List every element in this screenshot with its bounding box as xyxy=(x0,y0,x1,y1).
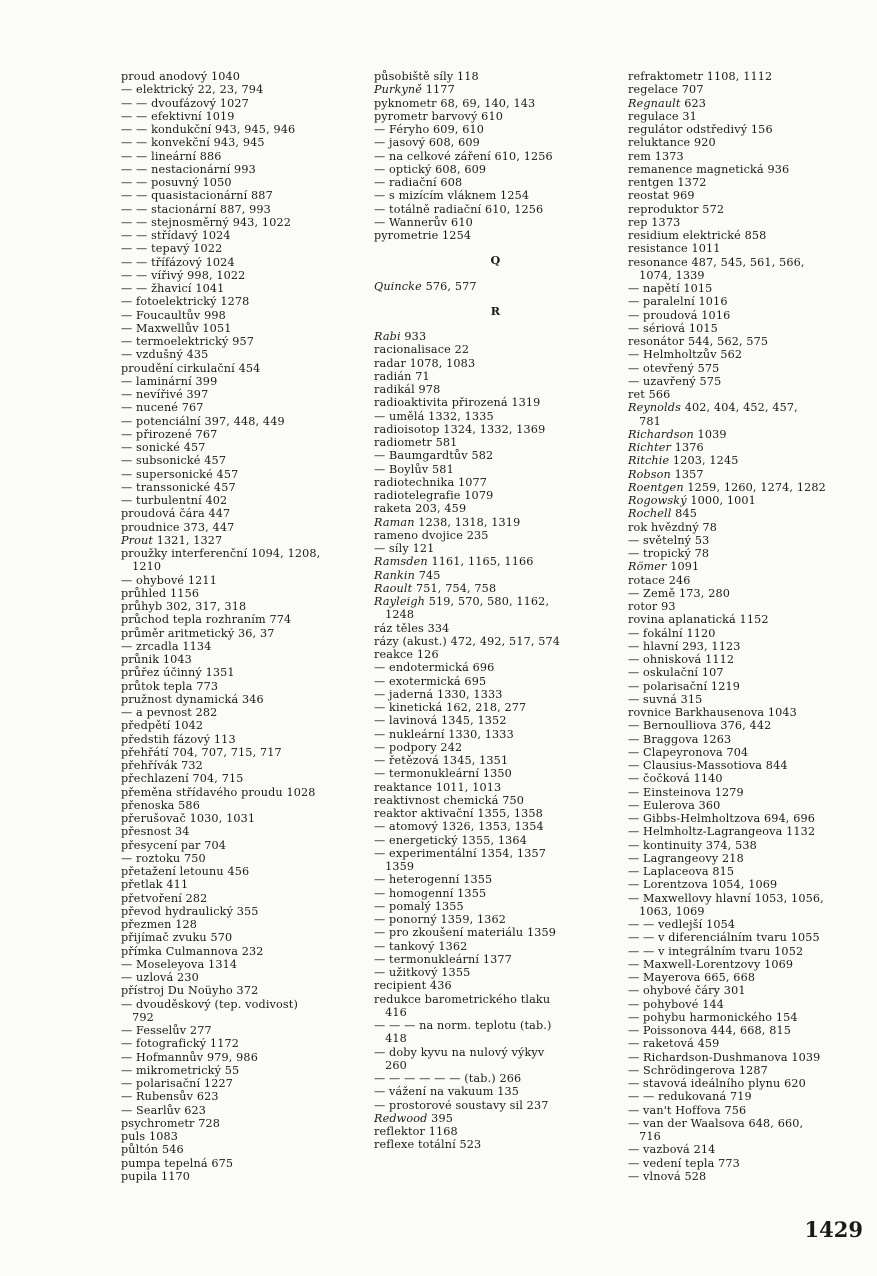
index-entry: — suvná 315 xyxy=(628,692,703,706)
index-entry: působiště síly 118 xyxy=(374,70,479,83)
index-entry: Römer 1091 xyxy=(628,560,700,574)
index-entry: průchod tepla rozhraním 774 xyxy=(121,613,292,627)
index-entry: — Einsteinova 1279 xyxy=(628,785,744,799)
index-entry: — — nestacionární 993 xyxy=(121,162,256,176)
index-entry: — proudová 1016 xyxy=(628,308,731,322)
index-entry: předstih fázový 113 xyxy=(121,732,236,746)
index-entry: — Mayerova 665, 668 xyxy=(628,971,756,984)
index-entry: — Lorentzova 1054, 1069 xyxy=(628,878,778,892)
index-entry: — — lineární 886 xyxy=(121,149,222,163)
index-entry: redukce barometrického tlaku xyxy=(374,992,551,1006)
index-entry: — Maxwell-Lorentzovy 1069 xyxy=(628,957,794,971)
section-letter: R xyxy=(490,303,501,318)
index-entry: 418 xyxy=(374,1032,407,1046)
index-entry: 792 xyxy=(121,1010,154,1024)
index-entry: radioisotop 1324, 1332, 1369 xyxy=(374,422,546,436)
index-entry: — podpory 242 xyxy=(374,740,463,754)
index-entry: přijímač zvuku 570 xyxy=(121,931,233,945)
index-entry: pružnost dynamická 346 xyxy=(121,692,264,706)
index-entry: — subsonické 457 xyxy=(121,454,227,468)
index-entry: Reynolds 402, 404, 452, 457, xyxy=(628,401,798,415)
index-entry: — Laplaceova 815 xyxy=(628,865,735,878)
index-entry: — fotografický 1172 xyxy=(121,1037,239,1051)
index-entry: — Boylův 581 xyxy=(374,462,454,476)
index-entry: recipient 436 xyxy=(374,979,452,993)
index-entry: Richardson 1039 xyxy=(628,427,727,441)
index-entry: regelace 707 xyxy=(628,83,704,97)
index-entry: — přirozené 767 xyxy=(121,427,218,441)
index-entry: radiotechnika 1077 xyxy=(374,475,488,489)
index-entry: přenoska 586 xyxy=(121,798,200,812)
index-entry: rázy (akust.) 472, 492, 517, 574 xyxy=(374,634,561,648)
index-entry: — Searlův 623 xyxy=(121,1103,207,1117)
index-entry: rotace 246 xyxy=(628,573,691,587)
index-entry: — Clapeyronova 704 xyxy=(628,745,749,759)
index-entry: rok hvězdný 78 xyxy=(628,520,718,534)
index-entry: — Poissonova 444, 668, 815 xyxy=(628,1024,792,1037)
index-entry: — uzlová 230 xyxy=(121,971,199,984)
index-entry: radiotelegrafie 1079 xyxy=(374,489,494,502)
index-entry: reaktor aktivační 1355, 1358 xyxy=(374,807,543,820)
index-entry: 1210 xyxy=(121,560,162,574)
index-entry: — tropický 78 xyxy=(628,547,710,560)
index-entry: — exotermická 695 xyxy=(374,674,487,688)
index-entry: — vazbová 214 xyxy=(628,1143,716,1157)
index-entry: — elektrický 22, 23, 794 xyxy=(121,83,264,97)
index-entry: — — dvoufázový 1027 xyxy=(121,96,249,110)
index-entry: 781 xyxy=(628,414,661,428)
index-entry: — Eulerova 360 xyxy=(628,798,721,812)
index-entry: — termonukleární 1377 xyxy=(374,952,512,966)
index-entry: — pohybu harmonického 154 xyxy=(628,1010,798,1024)
index-entry: — jaderná 1330, 1333 xyxy=(374,687,503,701)
index-entry: průhyb 302, 317, 318 xyxy=(121,600,247,613)
index-entry: — řetězová 1345, 1351 xyxy=(374,754,509,767)
index-entry: Roentgen 1259, 1260, 1274, 1282 xyxy=(628,480,826,494)
index-entry: přetvoření 282 xyxy=(121,891,208,905)
index-entry: proužky interferenční 1094, 1208, xyxy=(121,547,321,560)
index-entry: — — třífázový 1024 xyxy=(121,255,235,269)
index-entry: rovnice Barkhausenova 1043 xyxy=(628,706,797,719)
index-entry: převod hydraulický 355 xyxy=(121,904,259,918)
index-entry: reaktance 1011, 1013 xyxy=(374,780,502,794)
index-entry: raketa 203, 459 xyxy=(374,502,467,516)
index-entry: přezmen 128 xyxy=(121,918,198,931)
index-entry: proud anodový 1040 xyxy=(121,70,241,83)
index-entry: — užitkový 1355 xyxy=(374,966,471,979)
index-entry: radiometr 581 xyxy=(374,436,458,449)
index-entry: přetlak 411 xyxy=(121,878,189,892)
index-entry: — polarisační 1219 xyxy=(628,679,741,693)
index-entry: rovina aplanatická 1152 xyxy=(628,613,769,627)
index-entry: — — tepavý 1022 xyxy=(121,242,223,256)
index-entry: remanence magnetická 936 xyxy=(628,162,790,176)
section-letter: Q xyxy=(490,253,501,268)
index-column-2 xyxy=(374,70,617,1152)
index-entry: Regnault 623 xyxy=(628,96,707,110)
index-entry: ret 566 xyxy=(628,388,671,401)
index-entry: — lavinová 1345, 1352 xyxy=(374,714,507,728)
index-entry: — sonické 457 xyxy=(121,441,206,454)
index-entry: přechlazení 704, 715 xyxy=(121,772,244,786)
index-entry: Rochell 845 xyxy=(628,507,697,521)
index-entry: Ramsden 1161, 1165, 1166 xyxy=(374,555,534,569)
index-entry: Redwood 395 xyxy=(374,1111,453,1125)
index-entry: přehřívák 732 xyxy=(121,759,203,772)
index-entry: — Maxwellovy hlavní 1053, 1056, xyxy=(628,891,824,905)
index-entry: — — žhavicí 1041 xyxy=(121,282,225,295)
index-entry: — ohnisková 1112 xyxy=(628,653,735,666)
index-entry: — umělá 1332, 1335 xyxy=(374,409,494,423)
index-entry: přesnost 34 xyxy=(121,825,190,839)
index-entry: pyrometrie 1254 xyxy=(374,229,472,242)
index-entry: 716 xyxy=(628,1130,661,1143)
index-entry: průměr aritmetický 36, 37 xyxy=(121,626,275,640)
index-entry: Richter 1376 xyxy=(628,441,704,454)
index-entry: psychrometr 728 xyxy=(121,1116,221,1130)
index-entry: — Helmholtz-Lagrangeova 1132 xyxy=(628,825,816,839)
index-entry: refraktometr 1108, 1112 xyxy=(628,70,773,83)
index-entry: — zrcadla 1134 xyxy=(121,639,212,653)
index-entry: — ohybové čáry 301 xyxy=(628,984,746,998)
index-entry: přeměna střídavého proudu 1028 xyxy=(121,785,316,799)
index-entry: reaktivnost chemická 750 xyxy=(374,793,525,807)
index-entry: rotor 93 xyxy=(628,600,676,613)
index-entry: regulace 31 xyxy=(628,109,697,123)
index-entry: 1359 xyxy=(374,860,415,873)
index-column-3 xyxy=(628,70,876,1183)
index-entry: puls 1083 xyxy=(121,1130,179,1143)
index-entry: 416 xyxy=(374,1005,407,1019)
index-entry: Rogowský 1000, 1001 xyxy=(628,494,756,507)
index-entry: Quincke 576, 577 xyxy=(374,279,477,293)
index-entry: residium elektrické 858 xyxy=(628,229,767,242)
index-entry: — vedení tepla 773 xyxy=(628,1156,740,1170)
index-entry: — vážení na vakuum 135 xyxy=(374,1085,520,1099)
index-entry: — termonukleární 1350 xyxy=(374,767,512,781)
index-entry: proudění cirkulační 454 xyxy=(121,361,261,375)
index-entry: — supersonické 457 xyxy=(121,467,239,481)
index-entry: — ohybové 1211 xyxy=(121,573,217,587)
index-entry: — nevířivé 397 xyxy=(121,388,209,401)
index-entry: — fokální 1120 xyxy=(628,626,716,640)
index-entry: — van der Waalsova 648, 660, xyxy=(628,1116,804,1130)
index-entry: — napětí 1015 xyxy=(628,282,713,295)
index-entry: — ponorný 1359, 1362 xyxy=(374,913,507,926)
index-entry: Rayleigh 519, 570, 580, 1162, xyxy=(374,595,550,608)
index-entry: — termoelektrický 957 xyxy=(121,335,254,348)
index-entry: — Baumgardtův 582 xyxy=(374,449,494,463)
index-entry: — Richardson-Dushmanova 1039 xyxy=(628,1050,821,1064)
index-entry: — uzavřený 575 xyxy=(628,374,722,388)
index-entry: — mikrometrický 55 xyxy=(121,1063,240,1077)
index-entry: — oskulační 107 xyxy=(628,666,724,680)
index-entry: Purkyně 1177 xyxy=(374,83,455,97)
index-entry: — Helmholtzův 562 xyxy=(628,348,743,362)
index-entry: — Moseleyova 1314 xyxy=(121,957,238,971)
index-entry: přerušovač 1030, 1031 xyxy=(121,812,256,825)
index-entry: regulátor odstředivý 156 xyxy=(628,123,773,136)
index-entry: reluktance 920 xyxy=(628,136,716,150)
index-entry: Robson 1357 xyxy=(628,467,704,481)
index-entry: — — stejnosměrný 943, 1022 xyxy=(121,215,291,229)
index-entry: — Braggova 1263 xyxy=(628,732,732,746)
index-entry: ráz těles 334 xyxy=(374,621,450,635)
index-entry: rep 1373 xyxy=(628,215,681,229)
index-entry: — Féryho 609, 610 xyxy=(374,123,485,136)
index-entry: — Rubensův 623 xyxy=(121,1090,219,1104)
index-entry: Ritchie 1203, 1245 xyxy=(628,454,739,468)
index-entry: — — stacionární 887, 993 xyxy=(121,202,271,216)
index-entry: pupila 1170 xyxy=(121,1169,191,1183)
index-entry: — nukleární 1330, 1333 xyxy=(374,727,514,741)
index-entry: 1074, 1339 xyxy=(628,268,705,282)
index-entry: — fotoelektrický 1278 xyxy=(121,295,250,309)
index-entry: — pro zkoušení materiálu 1359 xyxy=(374,926,557,940)
index-entry: — pohybové 144 xyxy=(628,997,725,1011)
index-entry: — Lagrangeovy 218 xyxy=(628,851,744,865)
index-entry: — potenciální 397, 448, 449 xyxy=(121,414,285,428)
index-entry: — — konvekční 943, 945 xyxy=(121,136,265,150)
index-entry: radikál 978 xyxy=(374,383,441,396)
index-column-1 xyxy=(121,70,353,1183)
index-entry: — transsonické 457 xyxy=(121,480,236,494)
index-entry: — heterogenní 1355 xyxy=(374,873,493,887)
index-entry: 1063, 1069 xyxy=(628,904,705,918)
index-entry: Rankin 745 xyxy=(374,568,441,582)
index-entry: přehřátí 704, 707, 715, 717 xyxy=(121,745,282,759)
index-entry: — turbulentní 402 xyxy=(121,494,228,507)
index-entry: rentgen 1372 xyxy=(628,176,707,189)
index-entry: Prout 1321, 1327 xyxy=(121,533,223,547)
index-entry: — prostorové soustavy sil 237 xyxy=(374,1098,549,1112)
index-entry: — dvouděskový (tep. vodivost) xyxy=(121,997,298,1011)
index-entry: — nucené 767 xyxy=(121,401,204,415)
index-entry: Raoult 751, 754, 758 xyxy=(374,581,497,595)
index-entry: — radiační 608 xyxy=(374,176,463,189)
index-entry: — atomový 1326, 1353, 1354 xyxy=(374,820,544,834)
index-entry: přístroj Du Noüyho 372 xyxy=(121,984,259,998)
index-entry: — — střídavý 1024 xyxy=(121,229,231,242)
index-entry: — — — na norm. teplotu (tab.) xyxy=(374,1019,552,1032)
index-entry: — Fesselův 277 xyxy=(121,1024,212,1037)
index-entry: radar 1078, 1083 xyxy=(374,356,476,370)
index-entry: — totálně radiační 610, 1256 xyxy=(374,202,544,216)
index-entry: — Hofmannův 979, 986 xyxy=(121,1050,258,1064)
index-entry: 1248 xyxy=(374,608,415,622)
index-entry: — paralelní 1016 xyxy=(628,295,728,309)
index-entry: průhled 1156 xyxy=(121,586,200,600)
index-entry: — pomalý 1355 xyxy=(374,899,464,913)
index-entry: — Gibbs-Helmholtzova 694, 696 xyxy=(628,812,816,825)
index-entry: reostat 969 xyxy=(628,189,695,203)
index-entry: rem 1373 xyxy=(628,149,684,163)
index-entry: — Země 173, 280 xyxy=(628,586,730,600)
index-entry: — sériová 1015 xyxy=(628,321,718,335)
index-entry: resonance 487, 545, 561, 566, xyxy=(628,255,805,269)
index-entry: reflexe totální 523 xyxy=(374,1138,482,1152)
index-entry: — světelný 53 xyxy=(628,533,710,547)
index-entry: radioaktivita přirozená 1319 xyxy=(374,396,541,410)
index-entry: — tankový 1362 xyxy=(374,939,468,953)
index-entry: — jasový 608, 609 xyxy=(374,136,480,150)
index-entry: předpětí 1042 xyxy=(121,719,204,733)
index-entry: — — redukovaná 719 xyxy=(628,1090,752,1104)
page-number: 1429 xyxy=(804,1217,863,1242)
index-entry: — kontinuity 374, 538 xyxy=(628,838,757,852)
index-entry: — — vířivý 998, 1022 xyxy=(121,268,246,282)
index-entry: — síly 121 xyxy=(374,542,435,555)
index-entry: 260 xyxy=(374,1058,407,1072)
index-entry: pyknometr 68, 69, 140, 143 xyxy=(374,96,536,110)
index-entry: proudnice 373, 447 xyxy=(121,520,235,534)
index-entry: pyrometr barvový 610 xyxy=(374,109,503,123)
index-entry: — otevřený 575 xyxy=(628,361,720,375)
index-entry: — a pevnost 282 xyxy=(121,706,218,719)
index-entry: resonátor 544, 562, 575 xyxy=(628,335,769,348)
index-entry: — van't Hoffova 756 xyxy=(628,1103,747,1117)
index-entry: reakce 126 xyxy=(374,648,439,661)
index-entry: — — v diferenciálním tvaru 1055 xyxy=(628,931,820,945)
index-entry: proudová čára 447 xyxy=(121,507,231,521)
index-entry: — doby kyvu na nulový výkyv xyxy=(374,1045,545,1059)
index-entry: — — vedlejší 1054 xyxy=(628,918,736,931)
index-entry: — čočková 1140 xyxy=(628,772,723,786)
index-entry: půltón 546 xyxy=(121,1143,184,1157)
index-entry: průřez účinný 1351 xyxy=(121,666,235,680)
index-entry: — — quasistacionární 887 xyxy=(121,189,273,203)
index-entry: — laminární 399 xyxy=(121,374,218,388)
index-entry: přetažení letounu 456 xyxy=(121,865,250,878)
index-entry: — endotermická 696 xyxy=(374,661,495,675)
index-entry: — roztoku 750 xyxy=(121,851,206,865)
index-entry: — homogenní 1355 xyxy=(374,886,487,900)
index-entry: — — kondukční 943, 945, 946 xyxy=(121,123,296,136)
index-entry: — na celkové záření 610, 1256 xyxy=(374,149,553,163)
index-entry: Raman 1238, 1318, 1319 xyxy=(374,515,521,529)
index-entry: Rabi 933 xyxy=(374,330,427,343)
index-entry: — hlavní 293, 1123 xyxy=(628,639,741,653)
index-entry: pumpa tepelná 675 xyxy=(121,1156,234,1170)
index-entry: resistance 1011 xyxy=(628,242,721,256)
index-entry: — vlnová 528 xyxy=(628,1169,707,1183)
index-entry: — Clausius-Massotiova 844 xyxy=(628,759,788,772)
index-entry: — optický 608, 609 xyxy=(374,162,487,176)
index-entry: — — efektivní 1019 xyxy=(121,109,235,123)
index-entry: reproduktor 572 xyxy=(628,202,725,216)
index-entry: — s mizícím vláknem 1254 xyxy=(374,189,530,203)
index-entry: — Foucaultův 998 xyxy=(121,308,226,322)
index-entry: průnik 1043 xyxy=(121,653,192,666)
index-entry: přímka Culmannova 232 xyxy=(121,944,264,958)
index-entry: přesycení par 704 xyxy=(121,838,227,852)
index-entry: — — v integrálním tvaru 1052 xyxy=(628,944,804,958)
index-entry: — kinetická 162, 218, 277 xyxy=(374,701,527,714)
index-entry: — experimentální 1354, 1357 xyxy=(374,846,547,860)
index-entry: — stavová ideálního plynu 620 xyxy=(628,1077,806,1090)
index-entry: — Maxwellův 1051 xyxy=(121,321,232,335)
index-entry: — — posuvný 1050 xyxy=(121,176,232,189)
index-entry: — Wannerův 610 xyxy=(374,215,473,229)
index-entry: — energetický 1355, 1364 xyxy=(374,833,527,847)
index-entry: — vzdušný 435 xyxy=(121,348,209,362)
index-entry: — raketová 459 xyxy=(628,1037,720,1051)
index-entry: radián 71 xyxy=(374,369,430,383)
index-entry: rameno dvojice 235 xyxy=(374,528,489,542)
index-entry: — polarisační 1227 xyxy=(121,1077,234,1090)
index-entry: reflektor 1168 xyxy=(374,1125,458,1138)
index-entry: racionalisace 22 xyxy=(374,343,470,357)
index-entry: průtok tepla 773 xyxy=(121,679,219,693)
index-entry: — Bernoulliova 376, 442 xyxy=(628,719,772,733)
index-entry: — Schrödingerova 1287 xyxy=(628,1063,768,1077)
index-entry: — — — — — — (tab.) 266 xyxy=(374,1072,522,1085)
